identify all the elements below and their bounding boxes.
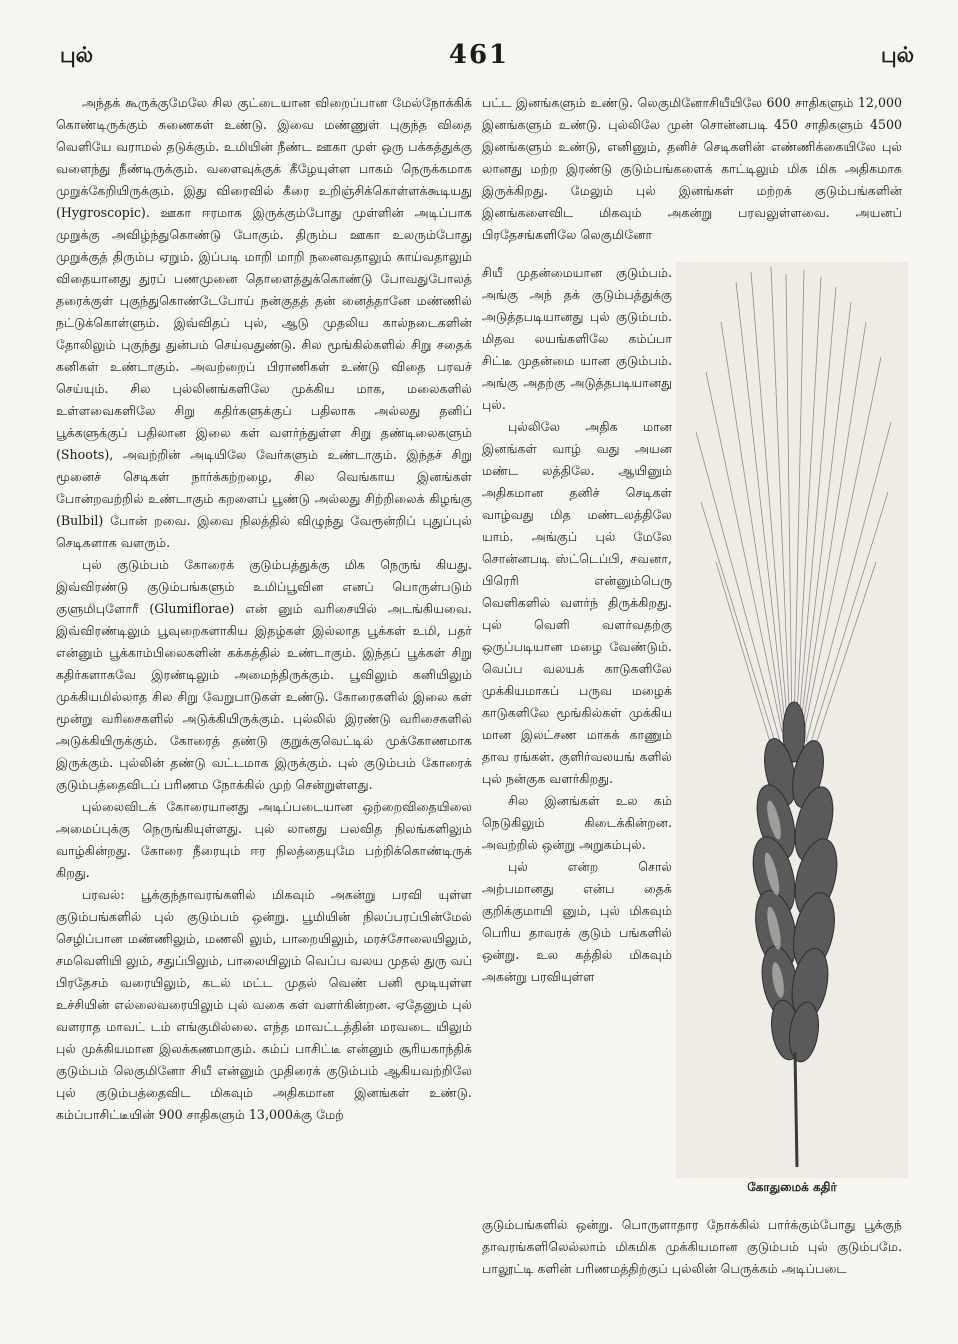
paragraph: சில இனங்கள் உல கம் நெடுகிலும் கிடைக்கின்றன. அவற்றில் ஒன்று அறுகம்புல்.	[482, 793, 672, 852]
page-number: 461	[448, 40, 510, 70]
right-column-top	[482, 92, 902, 246]
paragraph: அந்தக் கூருக்குமேலே சில குட்டையான விறைப்பான மேல்நோக்கிக் கொண்டிருக்கும் சுணைகள் உண்டு. இவை மண்ணுள் புகுந்த விதை வெளியே வராமல் தடுக்கும். உமியின் நீண்ட ஊகா முள் ஒரு பக்கத்துக்கு வளைந்து நீண்டிருக்கும். வளைவுக்குக் கீழேயுள்ள பாகம் நெருக்கமாக முறுக்கேறியிருக்கும். இது விரைவில் கீரை உறிஞ்சிக்கொள்ளக்கூடியது (Hygroscopic). ஊகா ஈரமாக இருக்கும்போது முள்ளின் அடிப்பாக முறுக்கு அவிழ்ந்துகொண்டு போகும். திரும்ப ஊகா உலரும்போது முறுக்குத் திரும்ப ஏறும். இப்படி மாறி மாறி நனைவதாலும் காய்வதாலும் விதையானது துரப் பணமுனை தொளைத்துக்கொண்டு போவதுபோலத் தரைக்குள் புகுந்துகொண்டேபோய் நன்குதத் தன் னைத்தானே மண்ணில் நட்டுக்கொள்ளும். இவ்விதப் புல், ஆடு முதலிய கால்நடைகளின் தோலிலும் புகுந்து துன்பம் செய்வதுண்டு. சில மூங்கில்களில் சிறு சதைக் கனிகள் உண்டாகும். அவற்றைப் பிராணிகள் உண்டு விதை பரவச் செய்யும். சில புல்லினங்களிலே முக்கிய மாக, மலைகளில் உள்ளவைகளிலே சிறு கதிர்களுக்குப் பதிலாக அல்லது தனிப் பூக்களுக்குப் பதிலான இலை கள் வளர்ந்துள்ள சிறு தண்டிலைகளும் (Shoots), அவற்றின் அடியிலே வேர்களும் உண்டாகும். இந்தச் சிறு மூனைச் செடிகள் நார்க்கற்றழை, சில வெங்காய இனங்கள் போன்றவற்றில் உண்டாகும் கறளைப் பூண்டு அல்லது சிற்றிலைக் கிழங்கு (Bulbil) போன் றவை. இவை நிலத்தில் விழுந்து வேரூன்றிப் புதுப்புல் செடிகளாக வளரும்.	[56, 95, 472, 550]
paragraph: சியீ முதன்மையான குடும்பம். அங்கு அந் தக் குடும்பத்துக்கு அடுத்தபடியானது புல் குடும்பம். மிதவ லயங்களிலே கம்ப்பா சிட்டீ முதன்மை யான குடும்பம். அங்கு அதற்கு அடுத்தபடியானது புல்.	[482, 265, 672, 412]
figure-caption: கோதுமைக் கதிர்	[747, 1180, 837, 1194]
paragraph: புல் என்ற சொல் அற்பமானது என்ப தைக் குறிக்குமாயி னும், புல் மிகவும் பெரிய தாவரக் குடும் பங்களில் ஒன்று. உல கத்தில் மிகவும் அகன்று பரவியுள்ள	[482, 859, 672, 984]
left-column	[56, 92, 472, 1126]
paragraph: புல் குடும்பம் கோரைக் குடும்பத்துக்கு மிக நெருங் கியது. இவ்விரண்டு குடும்பங்களும் உமிப்பூவின எனப் பொருள்படும் குளுமிபுளோரீ (Glumiflorae) என் னும் வரிசையில் அடங்கியவை. இவ்விரண்டிலும் பூவுறைகளாகிய இதழ்கள் இல்லாத பூக்கள் உமி, பதர் என்னும் பூக்காம்பிலைகளின் கக்கத்தில் உண்டாகும். இந்தப் பூக்கள் சிறு கதிர்களாகவே இரண்டிலும் அமைந்திருக்கும். பூவிலும் கனியிலும் முக்கியமில்லாத சில சிறு வேறுபாடுகள் உண்டு. கோரைகளில் இலை கள் மூன்று வரிசைகளில் அடுக்கியிருக்கும். புல்லில் இரண்டு வரிசைகளில் அடுக்கியிருக்கும். கோரைத் தண்டு குறுக்குவெட்டில் முக்கோணமாக இருக்கும். புல்லின் தண்டு வட்டமாக இருக்கும். புல் குடும்பம் கோரைக் குடும்பத்தைவிடப் பரிணம நோக்கில் முற் சென்றுள்ளது.	[56, 557, 472, 792]
running-header-left: புல்	[60, 42, 94, 67]
paragraph: புல்லைவிடக் கோரையானது அடிப்படையான ஒற்றைவிதையிலை அமைப்புக்கு நெருங்கியுள்ளது. புல் லானது பலவித நிலங்களிலும் வாழ்கின்றது. கோரை நீரையும் ஈர நிலத்தையுமே பற்றிக்கொண்டிருக் கிறது.	[56, 799, 472, 880]
paragraph: பரவல்: பூக்குந்தாவரங்களில் மிகவும் அகன்று பரவி யுள்ள குடும்பங்களில் புல் குடும்பம் ஒன்று. பூமியின் நிலப்பரப்பின்மேல் செழிப்பான மண்ணிலும், மணலி லும், பாறையிலும், மரச்சோலையிலும், சமவெளியி லும், சதுப்பிலும், பாலையிலும் வெப்ப வலய முதல் துரு வப் பிரதேசம் வரையிலும், கடல் மட்ட முதல் வெண் பனி மூடியுள்ள உச்சியின் எல்லைவரையிலும் புல் வகை கள் வளர்கின்றன. ஏதேனும் புல் வளராத மாவட் டம் எங்குமில்லை. எந்த மாவட்டத்தின் மரவடை யிலும் புல் முக்கியமான இலக்கணமாகும். கம்ப் பாசிட்டீ என்னும் சூரியகாந்திக் குடும்பம் லெகுமினோ சியீ என்னும் முதிரைக் குடும்பம் ஆகியவற்றிலே புல் குடும்பத்தைவிட மிகவும் அதிகமான இனங்கள் உண்டு. கம்ப்பாசிட்டீயின் 900 சாதிகளும் 13,000க்கு மேற்	[56, 887, 472, 1122]
right-column-narrow	[482, 262, 672, 988]
wheat-ear-icon	[676, 262, 908, 1178]
running-header-right: புல்	[880, 42, 914, 67]
paragraph: பட்ட இனங்களும் உண்டு. லெகுமினோசியீயிலே 600 சாதிகளும் 12,000 இனங்களும் உண்டு. புல்லிலே முன் சொன்னபடி 450 சாதிகளும் 4500 இனங்களும் உண்டு, எனினும், தனிச் செடிகளின் எண்ணிக்கையிலே புல் லானது மற்ற இரண்டு குடும்பங்களைக் காட்டிலும் மிக மிக அதிகமாக இருக்கிறது. மேலும் புல் இனங்கள் மற்றக் குடும்பங்களின் இனங்களைவிட மிகவும் அகன்று பரவலுள்ளவை. அயனப் பிரதேசங்களிலே லெகுமினோ	[482, 95, 902, 242]
paragraph: குடும்பங்களில் ஒன்று. பொருளாதார நோக்கில் பார்க்கும்போது பூக்குந் தாவரங்களிலெல்லாம் மிகமிக முக்கியமான குடும்பம் புல் குடும்பமே. பாலூட்டி களின் பரிணமத்திற்குப் புல்லின் பெருக்கம் அடிப்படை	[482, 1217, 902, 1276]
right-column-bottom	[482, 1214, 902, 1280]
paragraph: புல்லிலே அதிக மான இனங்கள் வாழ் வது அயன மண்ட லத்திலே. ஆயினும் அதிகமான தனிச் செடிகள் வாழ்வது மித மண்டலத்திலே யாம். அங்குப் புல் மேலே சொன்னபடி ஸ்ட்டெப்பி, சவனா, பிரெரி என்னும்பெரு வெளிகளில் வளர்ந் திருக்கிறது. புல் வெளி வளர்வதற்கு ஒருப்படியான மழை வேண்டும். வெப்ப வலயக் காடுகளிலே முக்கியமாகப் பருவ மழைக் காடுகளிலே மூங்கில்கள் முக்கிய மான இலட்சண மாகக் காணும் தாவ ரங்கள். குளிர்வலயங் களில் புல் நன்குக வளர்கிறது.	[482, 419, 672, 786]
wheat-ear-illustration	[676, 262, 908, 1178]
